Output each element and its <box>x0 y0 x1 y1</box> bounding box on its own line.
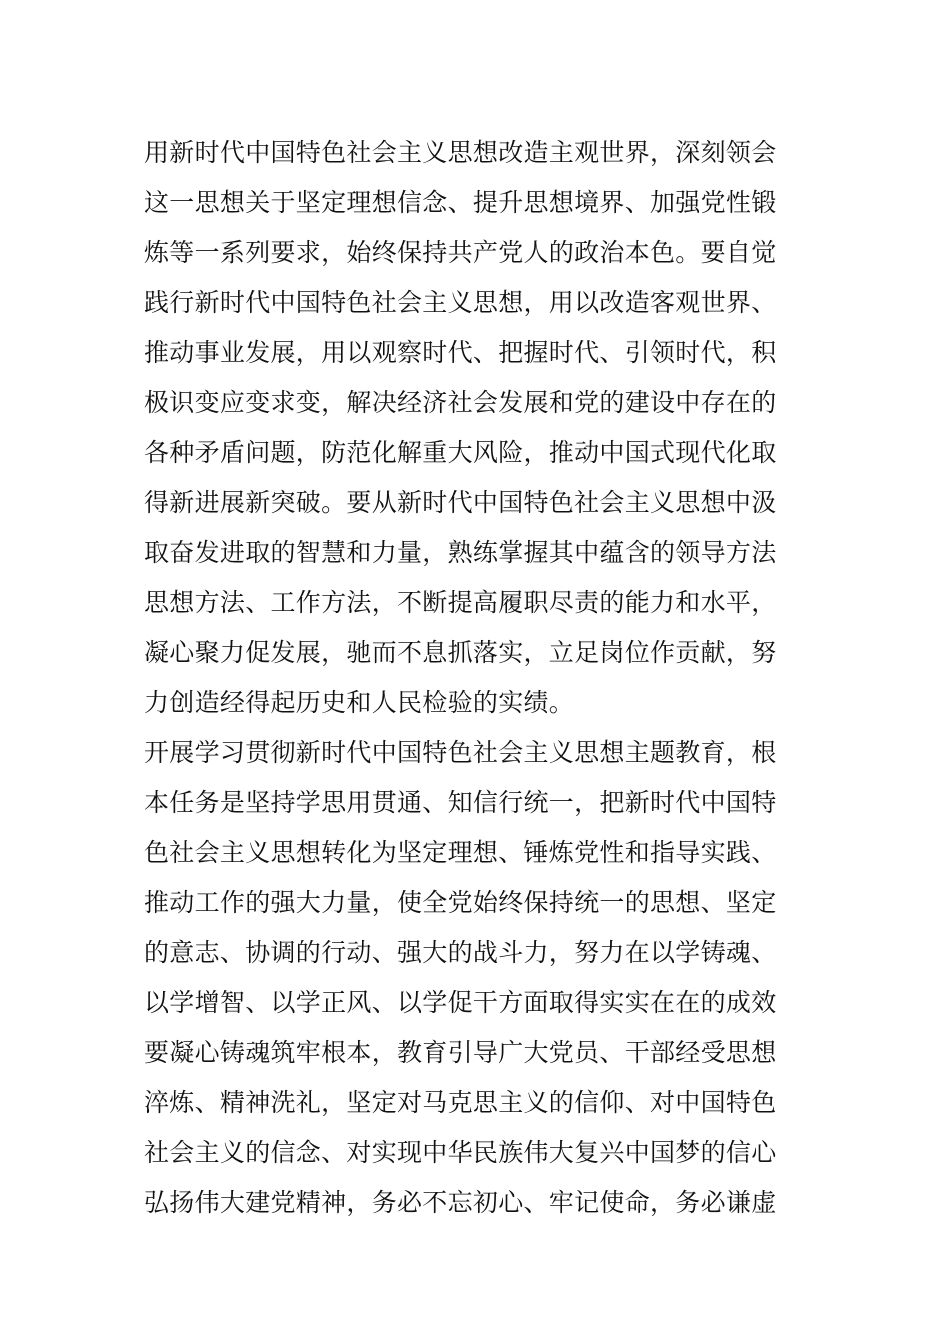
text-line: 开展学习贯彻新时代中国特色社会主义思想主题教育，根 <box>144 738 777 767</box>
text-line: 推动事业发展，用以观察时代、把握时代、引领时代，积 <box>144 338 777 367</box>
text-line: 凝心聚力促发展，驰而不息抓落实，立足岗位作贡献，努 <box>144 638 777 667</box>
text-line: 弘扬伟大建党精神，务必不忘初心、牢记使命，务必谦虚 <box>144 1188 777 1217</box>
text-line: 的意志、协调的行动、强大的战斗力，努力在以学铸魂、 <box>144 938 777 967</box>
text-line: 极识变应变求变，解决经济社会发展和党的建设中存在的 <box>144 388 777 417</box>
text-line: 各种矛盾问题，防范化解重大风险，推动中国式现代化取 <box>144 438 777 467</box>
text-line: 以学增智、以学正风、以学促干方面取得实实在在的成效 <box>144 988 777 1017</box>
text-line: 推动工作的强大力量，使全党始终保持统一的思想、坚定 <box>144 888 777 917</box>
text-line: 得新进展新突破。要从新时代中国特色社会主义思想中汲 <box>144 488 777 517</box>
text-line: 社会主义的信念、对实现中华民族伟大复兴中国梦的信心 <box>144 1138 777 1167</box>
text-line: 力创造经得起历史和人民检验的实绩。 <box>144 688 575 717</box>
text-line: 淬炼、精神洗礼，坚定对马克思主义的信仰、对中国特色 <box>144 1088 777 1117</box>
text-line: 本任务是坚持学思用贯通、知信行统一，把新时代中国特 <box>144 788 777 817</box>
text-line: 用新时代中国特色社会主义思想改造主观世界，深刻领会 <box>144 138 777 167</box>
text-line: 色社会主义思想转化为坚定理想、锤炼党性和指导实践、 <box>144 838 777 867</box>
text-line: 要凝心铸魂筑牢根本，教育引导广大党员、干部经受思想 <box>144 1038 777 1067</box>
text-line: 思想方法、工作方法，不断提高履职尽责的能力和水平， <box>144 588 777 617</box>
text-line: 践行新时代中国特色社会主义思想，用以改造客观世界、 <box>144 288 777 317</box>
text-line: 炼等一系列要求，始终保持共产党人的政治本色。要自觉 <box>144 238 777 267</box>
document-body-text <box>144 128 814 1228</box>
text-line: 这一思想关于坚定理想信念、提升思想境界、加强党性锻 <box>144 188 777 217</box>
text-line: 取奋发进取的智慧和力量，熟练掌握其中蕴含的领导方法 <box>144 538 777 567</box>
